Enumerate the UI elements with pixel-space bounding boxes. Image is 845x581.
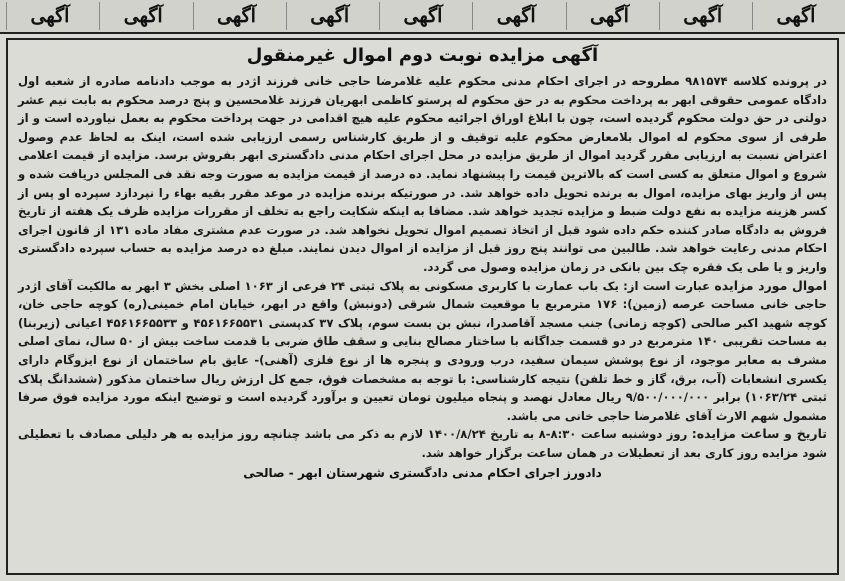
banner-word: آگهی xyxy=(379,2,466,30)
banner-word: آگهی xyxy=(193,2,280,30)
banner-word: آگهی xyxy=(99,2,186,30)
banner-word: آگهی xyxy=(286,2,373,30)
banner-word: آگهی xyxy=(6,2,93,30)
auction-time-paragraph xyxy=(18,425,827,462)
auction-notice xyxy=(6,38,839,575)
property-text: عبارت است از: یک باب عمارت با کاربری مسکونی به پلاک ثبتی ۲۴ فرعی از ۱۰۶۳ اصلی بخش ۳ ابهر به مالکیت آقای اژدر حاجی خانی مساحت عرصه (زمین): ۱۷۶ مترمربع با موقعیت شمال شرقی (دونبش) واقع در ابهر، خیابان امام خمینی(ره) کوچه حاجی خان، کوچه شهید اکبر صالحی (کوچه زمانی) جنب مسجد آقاصدرا، نبش بن بست سوم، پلاک ۳۷ کدپستی ۴۵۶۱۶۶۵۵۳۱ و ۴۵۶۱۶۶۵۵۳۳ اعیانی (زیربنا) به مساحت تقریبی ۱۴۰ مترمربع در دو قسمت جداگانه با ساختار مصالح بنایی و سقف طاق ضربی با قدمت ساخت بیش از ۵۰ سال، نمای اصلی مشرف به معابر موجود، از نوع پوشش سیمان سفید، درب ورودی و پنجره ها از نوع فلزی (آهنی)- عایق بام ساختمان از نوع ایزوگام دارای یکسری انشعابات (آب، برق، گاز و خط تلفن) نتیجه کارشناسی: با توجه به مشخصات فوق، جمع کل ارزش ریال ساختمان مذکور (ششدانگ پلاک ثبتی ۱۰۶۳/۲۴) برابر ۹/۵۰۰/۰۰۰/۰۰۰ ریال معادل نهصد و پنجاه میلیون تومان تعیین و برآورد گردیده است و توضیح اینکه مورد مزایده فوق صرفا مشمول شهم الارث آقای غلامرضا حاجی خانی می باشد. xyxy=(18,278,827,423)
property-description xyxy=(18,277,827,426)
notice-signature: دادورز اجرای احکام مدنی دادگستری شهرستان ابهر - صالحی xyxy=(243,466,602,481)
auction-time-heading: تاریخ و ساعت مزایده: xyxy=(691,426,827,442)
auction-time-text: روز دوشنبه ساعت ۸:۳۰-۸ به تاریخ ۱۴۰۰/۸/۲۴ لازم به ذکر می باشد چنانچه روز مزایده به هر دلیلی مصادف با تعطیلی شود مزایده روز کاری بعد از تعطیلات در همان ساعت برگزار خواهد شد. xyxy=(18,427,827,460)
banner-word: آگهی xyxy=(566,2,653,30)
ad-banner-row xyxy=(0,0,845,34)
notice-body-paragraph: در پرونده کلاسه ۹۸۱۵۷۴ مطروحه در اجرای احکام مدنی محکوم علیه غلامرضا حاجی خانی فرزند اژدر به موجب دادنامه صادره از شعبه اول دادگاه عمومی حقوقی ابهر به پرداخت محکوم به در حق محکوم له پرستو کاظمی ابهریان فرزند غلامحسین و پنج درصد محکوم به بابت نیم عشر دولتی در حق دولت محکوم گردیده است، چون با ابلاغ اوراق اجرائیه محکوم علیه هیچ اقدامی در جهت پرداخت محکوم به بعمل نیاورده است و از طرفی از سوی محکوم له اموال بلامعارض محکوم علیه توقیف و از طریق کارشناس رسمی ارزیابی شده است، اینک به لحاظ عدم وصول اعتراض نسبت به ارزیابی مقرر گردید اموال از طریق مزایده در محل اجرای احکام مدنی دادگستری ابهر بفروش برسد. مزایده از قیمت اعلامی شروع و اموال متعلق به کسی است که بالاترین قیمت را پیشنهاد نماید. ده درصد از قیمت مزایده به صورت وجه نقد فی المجلس دریافت شده و پس از واریز بهای مزایده، اموال به برنده تحویل داده خواهد شد. در صورتیکه برنده مزایده در موعد مقرر بقیه بهاء را نپردازد سپرده او پس از کسر هزینه مزایده به نفع دولت ضبط و مزایده تجدید خواهد شد. مضافا به اینکه شکایت راجع به تخلف از مقررات مزایده ظرف یک هفته از تاریخ فروش به دادگاه صادر کننده حکم داده شود قبل از اتخاذ تصمیم اموال تحویل نخواهد شد. در صورت عدم مشتری مفاد ماده ۱۳۱ از قانون اجرای احکام مدنی رعایت خواهد شد. طالبین می توانند پنج روز قبل از مزایده از اموال دیدن نمایند. مبلغ ده درصد مزایده به حساب سپرده دادگستری واریز و یا طی یک فقره چک بین بانکی در زمان مزایده وصول می گردد. xyxy=(18,74,827,274)
banner-word: آگهی xyxy=(752,2,839,30)
notice-title: آگهی مزایده نوبت دوم اموال غیرمنقول xyxy=(246,45,599,66)
banner-word: آگهی xyxy=(659,2,746,30)
property-heading: اموال مورد مزایده xyxy=(714,277,827,293)
banner-word: آگهی xyxy=(472,2,559,30)
